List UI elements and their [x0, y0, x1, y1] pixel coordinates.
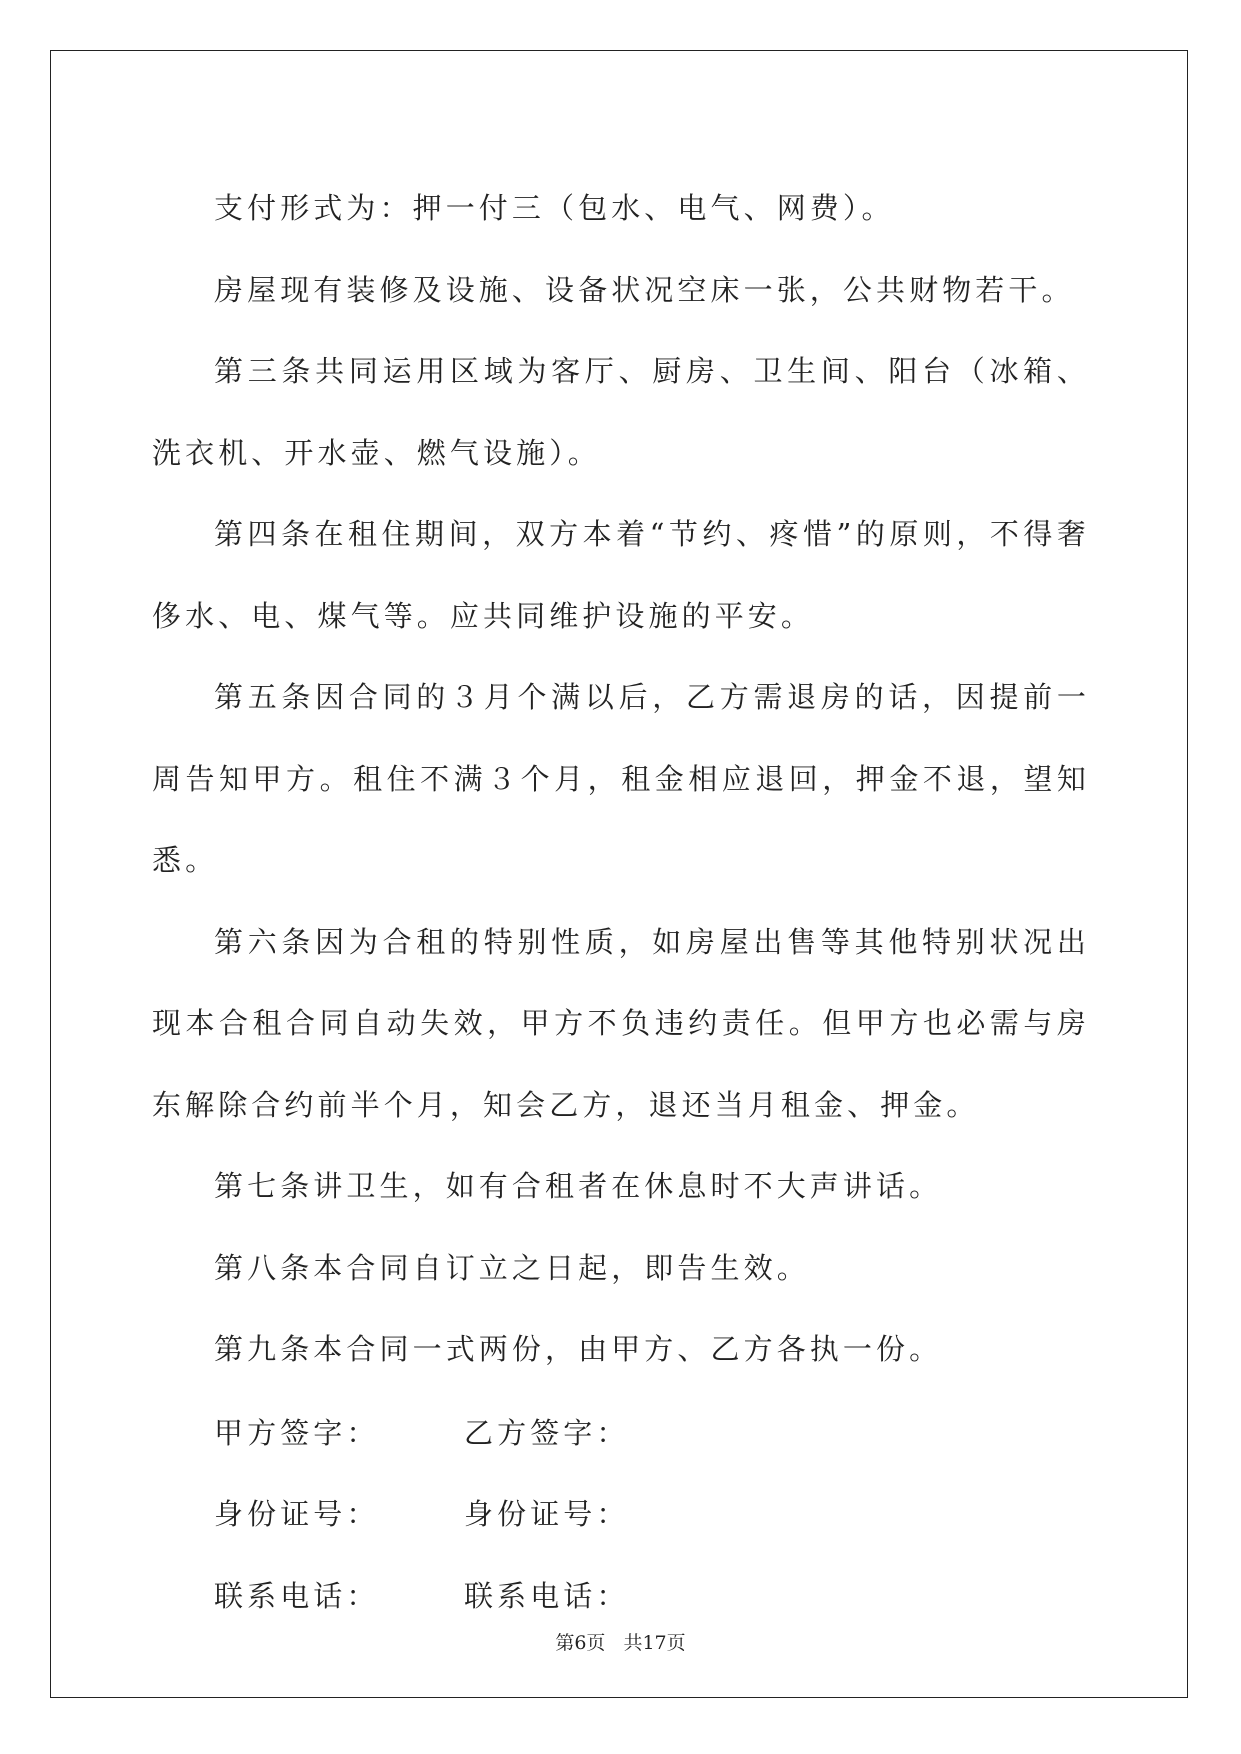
- paragraph-facilities: 房屋现有装修及设施、设备状况空床一张，公共财物若干。: [214, 272, 1075, 307]
- phone-row: [152, 1554, 1090, 1636]
- party-a-signature-label: 甲方签字：: [214, 1415, 380, 1450]
- id-number-row: [152, 1472, 1090, 1554]
- party-b-id-label: 身份证号：: [464, 1497, 630, 1532]
- page-number: 第6页: [555, 1632, 606, 1654]
- signature-block: [152, 1391, 1090, 1636]
- paragraph-article-7: 第七条讲卫生，如有合租者在休息时不大声讲话。: [214, 1169, 943, 1203]
- party-b-signature-label: 乙方签字：: [464, 1415, 630, 1450]
- paragraph-article-4: 第四条在租住期间，双方本着“节约、疼惜”的原则，不得奢侈水、电、煤气等。应共同维护设施的平安。: [152, 517, 1090, 633]
- party-a-id-label: 身份证号：: [214, 1497, 380, 1532]
- paragraph-article-8: 第八条本合同自订立之日起，即告生效。: [214, 1250, 810, 1285]
- party-b-phone-label: 联系电话：: [464, 1578, 630, 1613]
- paragraph-article-5: 第五条因合同的３月个满以后，乙方需退房的话，因提前一周告知甲方。租住不满３个月，租金相应退回，押金不退，望知悉。: [152, 680, 1090, 877]
- paragraph-article-3: 第三条共同运用区域为客厅、厨房、卫生间、阳台（冰箱、洗衣机、开水壶、燃气设施）。: [152, 354, 1090, 470]
- page-footer: [0, 1628, 1241, 1655]
- paragraph-article-6: 第六条因为合租的特别性质，如房屋出售等其他特别状况出现本合租合同自动失效，甲方不负违约责任。但甲方也必需与房东解除合约前半个月，知会乙方，退还当月租金、押金。: [152, 924, 1090, 1122]
- paragraph-payment: 支付形式为：押一付三（包水、电气、网费）。: [214, 191, 895, 225]
- party-a-phone-label: 联系电话：: [214, 1578, 380, 1613]
- paragraph-article-9: 第九条本合同一式两份，由甲方、乙方各执一份。: [214, 1332, 943, 1366]
- signature-row: [152, 1391, 1090, 1473]
- page-total: 共17页: [623, 1632, 686, 1654]
- document-body: [152, 168, 1090, 1635]
